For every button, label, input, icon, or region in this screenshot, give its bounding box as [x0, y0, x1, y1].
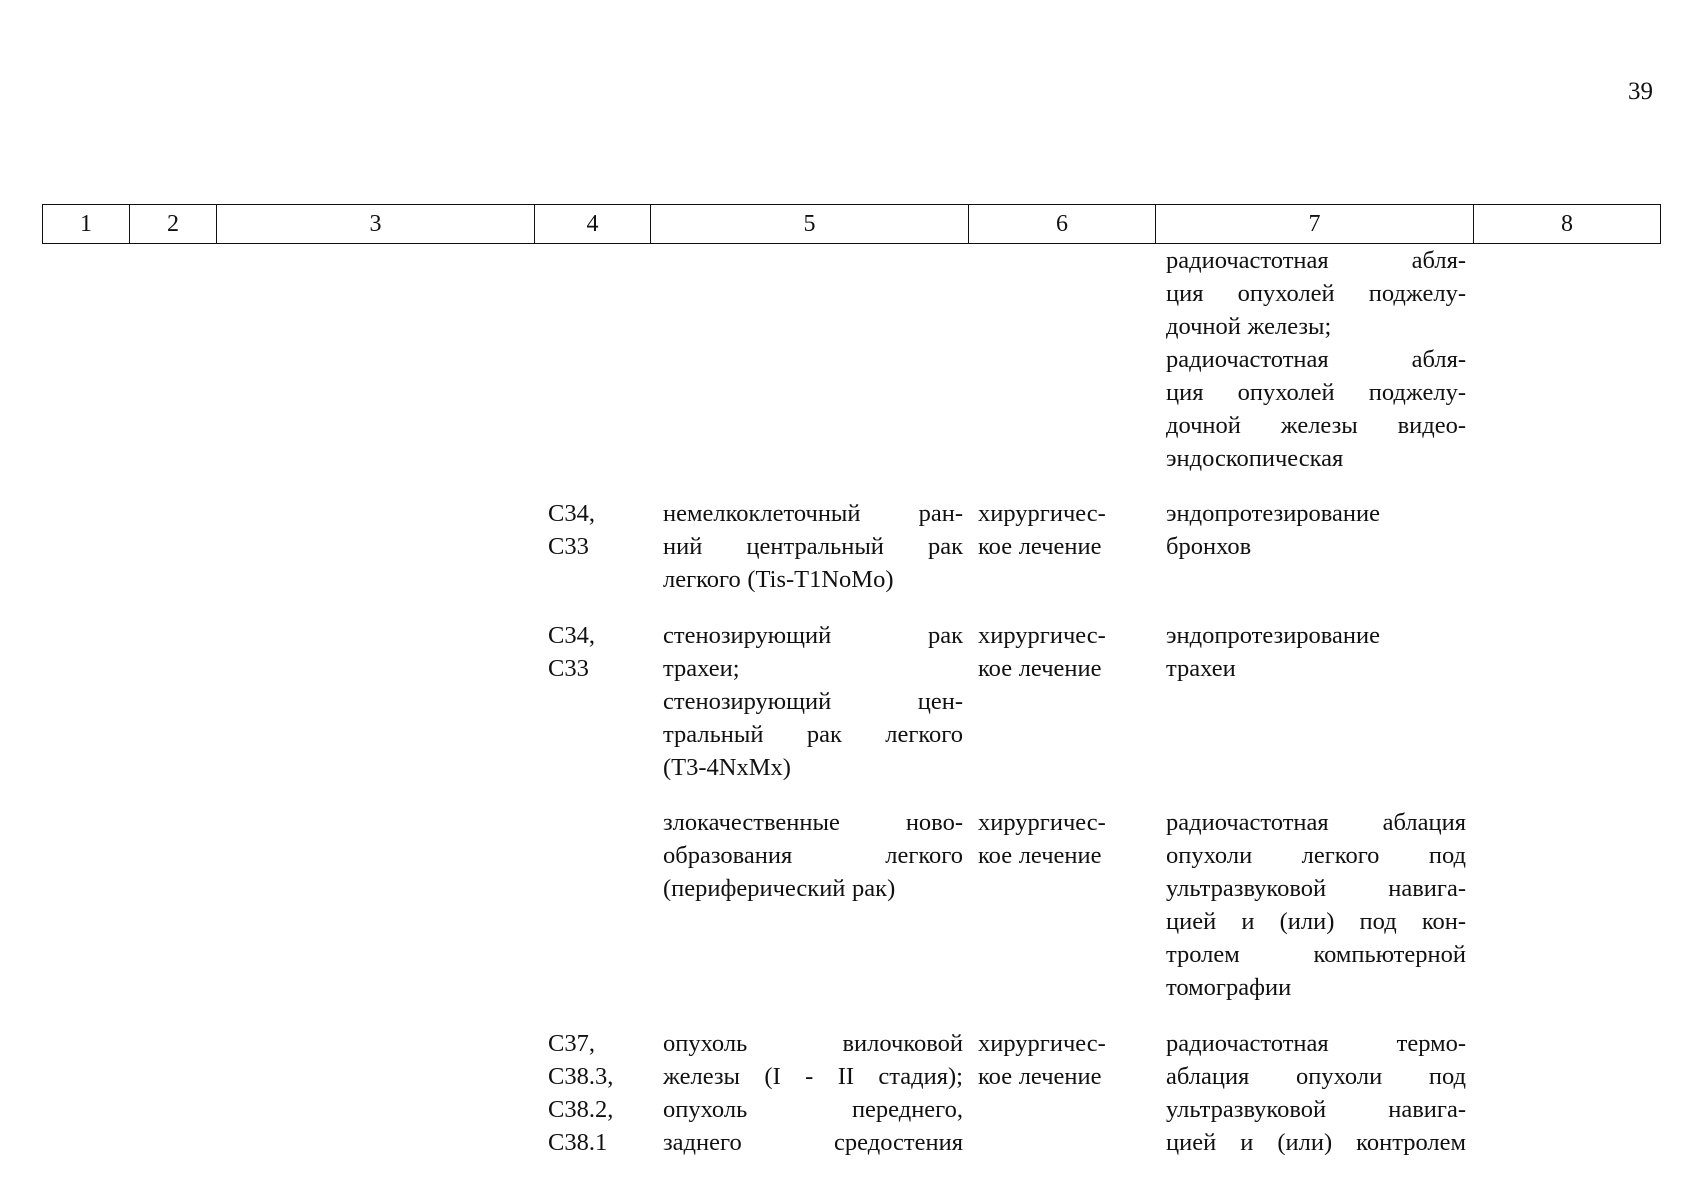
treatment-line: хирургичес-: [978, 1030, 1106, 1057]
diagnosis-line: (периферический рак): [663, 875, 896, 902]
diagnosis-line: злокачественные ново-: [663, 809, 963, 836]
method-line: цией и (или) контролем: [1166, 1129, 1466, 1156]
diagnosis-line: немелкоклеточный ран-: [663, 500, 963, 527]
diagnosis-line: трахеи;: [663, 655, 740, 682]
method-line: радиочастотная абля-: [1166, 346, 1466, 373]
header-col-5: 5: [651, 205, 969, 244]
header-col-4: 4: [535, 205, 651, 244]
method-cell: [1166, 806, 1466, 1004]
method-line: эндопротезирование: [1166, 500, 1381, 527]
code-cell: [548, 1027, 638, 1159]
treatment-line: хирургичес-: [978, 622, 1106, 649]
treatment-line: кое лечение: [978, 655, 1102, 682]
method-line: цией и (или) под кон-: [1166, 908, 1466, 935]
method-line: дочной железы видео-: [1166, 412, 1466, 439]
code-line: C37,: [548, 1030, 595, 1057]
diagnosis-line: ний центральный рак: [663, 533, 963, 560]
header-col-1: 1: [43, 205, 130, 244]
code-line: C33: [548, 655, 589, 682]
treatment-cell: [978, 806, 1133, 872]
page-number: 39: [1628, 78, 1653, 105]
diagnosis-line: (T3-4NxMx): [663, 754, 791, 781]
table-header: [42, 204, 1661, 244]
header-col-8: 8: [1474, 205, 1661, 244]
method-line: радиочастотная аблация: [1166, 809, 1466, 836]
method-line: ультразвуковой навига-: [1166, 1096, 1466, 1123]
diagnosis-line: стенозирующий рак: [663, 622, 963, 649]
code-line: C34,: [548, 500, 595, 527]
method-cell: [1166, 497, 1466, 563]
treatment-line: кое лечение: [978, 842, 1102, 869]
method-line: радиочастотная абля-: [1166, 247, 1466, 274]
code-line: C34,: [548, 622, 595, 649]
diagnosis-line: легкого (Tis-T1NoMo): [663, 566, 894, 593]
method-cell: [1166, 1027, 1466, 1159]
treatment-line: хирургичес-: [978, 809, 1106, 836]
diagnosis-line: стенозирующий цен-: [663, 688, 963, 715]
method-line: дочной железы;: [1166, 313, 1332, 340]
diagnosis-line: образования легкого: [663, 842, 963, 869]
diagnosis-line: опухоль переднего,: [663, 1096, 963, 1123]
header-col-3: 3: [217, 205, 535, 244]
treatment-cell: [978, 1027, 1133, 1093]
diagnosis-cell: [663, 497, 963, 596]
treatment-line: хирургичес-: [978, 500, 1106, 527]
code-cell: [548, 497, 638, 563]
method-line: томографии: [1166, 974, 1292, 1001]
diagnosis-line: опухоль вилочковой: [663, 1030, 963, 1057]
method-line: эндопротезирование: [1166, 622, 1381, 649]
diagnosis-line: железы (I - II стадия);: [663, 1063, 963, 1090]
method-line: аблация опухоли под: [1166, 1063, 1466, 1090]
method-line: ция опухолей поджелу-: [1166, 280, 1466, 307]
treatment-line: кое лечение: [978, 1063, 1102, 1090]
method-cell: [1166, 244, 1466, 475]
code-line: C38.1: [548, 1129, 608, 1156]
method-line: тролем компьютерной: [1166, 941, 1466, 968]
header-col-2: 2: [130, 205, 217, 244]
diagnosis-cell: [663, 806, 963, 905]
method-line: ультразвуковой навига-: [1166, 875, 1466, 902]
treatment-cell: [978, 497, 1133, 563]
diagnosis-line: тральный рак легкого: [663, 721, 963, 748]
code-line: C33: [548, 533, 589, 560]
code-line: C38.3,: [548, 1063, 614, 1090]
treatment-line: кое лечение: [978, 533, 1102, 560]
method-line: трахеи: [1166, 655, 1236, 682]
treatment-cell: [978, 619, 1133, 685]
method-line: радиочастотная термо-: [1166, 1030, 1466, 1057]
diagnosis-cell: [663, 1027, 963, 1159]
method-line: эндоскопическая: [1166, 445, 1344, 472]
method-line: опухоли легкого под: [1166, 842, 1466, 869]
method-line: бронхов: [1166, 533, 1252, 560]
method-cell: [1166, 619, 1466, 685]
diagnosis-line: заднего средостения: [663, 1129, 963, 1156]
code-cell: [548, 619, 638, 685]
code-line: C38.2,: [548, 1096, 614, 1123]
header-col-7: 7: [1156, 205, 1474, 244]
method-line: ция опухолей поджелу-: [1166, 379, 1466, 406]
header-col-6: 6: [969, 205, 1156, 244]
diagnosis-cell: [663, 619, 963, 784]
